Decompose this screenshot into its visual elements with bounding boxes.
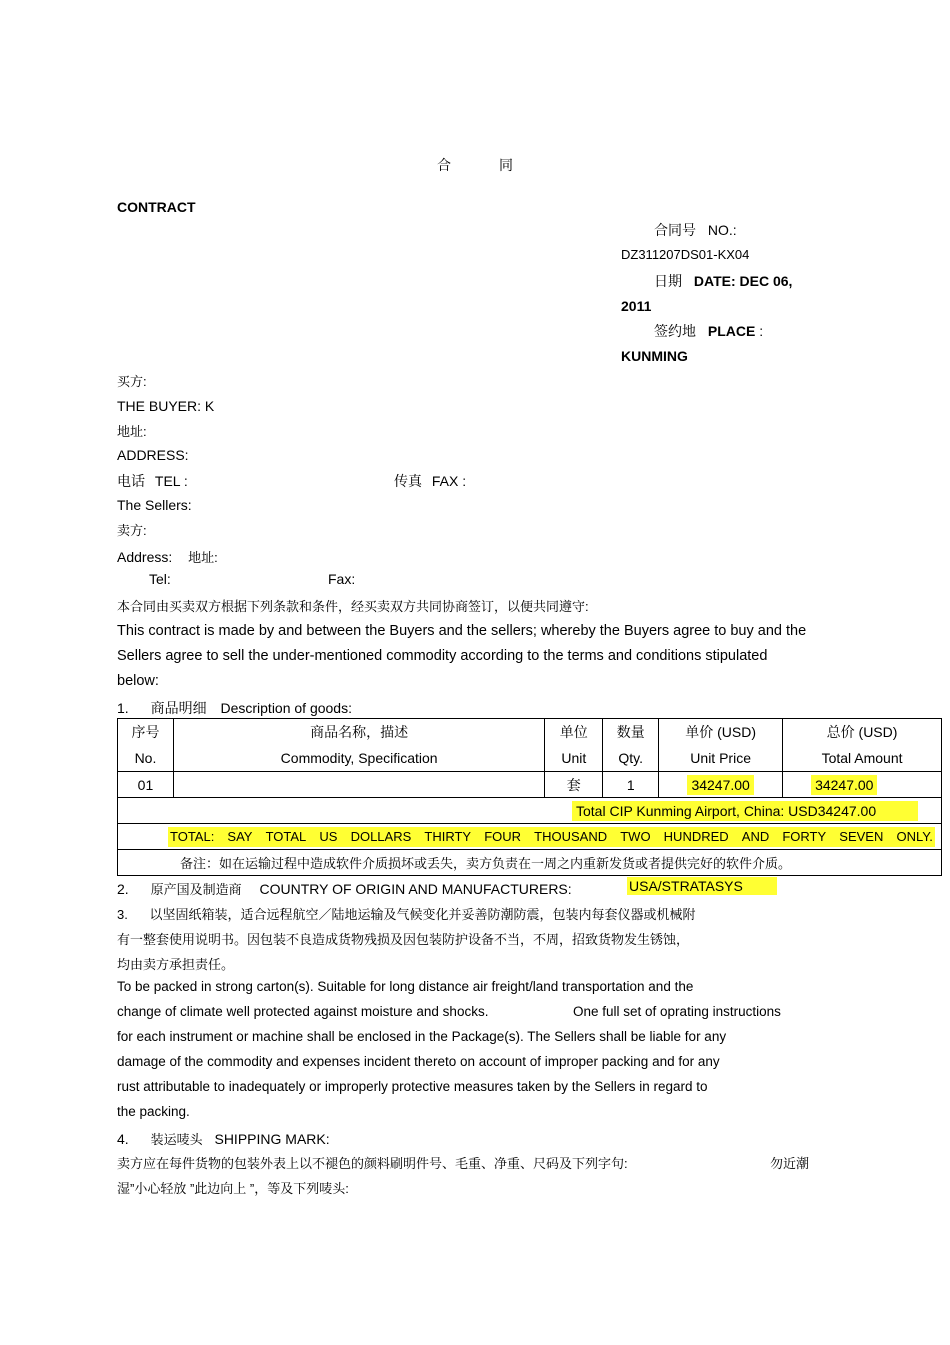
contract-no-value: DZ311207DS01-KX04 <box>621 247 750 262</box>
total-cip-row <box>118 798 942 824</box>
section-4-line-1a: 卖方应在每件货物的包装外表上以不褪色的颜料刷明件号、毛重、净重、尺码及下列字句: <box>117 1156 628 1171</box>
row-qty: 1 <box>603 772 659 798</box>
buyer-en: THE BUYER: K <box>117 398 215 414</box>
total-words: TOTAL: SAY TOTAL US DOLLARS THIRTY FOUR THOUSAND TWO HUNDRED AND FORTY SEVEN ONLY. <box>168 827 935 847</box>
tel-en: TEL : <box>154 473 188 489</box>
row-no: 01 <box>118 772 174 798</box>
fax-cn: 传真 <box>394 473 422 489</box>
total-cip: Total CIP Kunming Airport, China: USD34247.00 <box>572 801 918 821</box>
page-title <box>0 155 950 175</box>
section-1-num: 1. <box>117 700 129 716</box>
contract-label: CONTRACT <box>117 199 196 215</box>
table-row <box>118 772 942 798</box>
remark-row <box>118 850 942 876</box>
tel-cn: 电话 <box>117 473 145 489</box>
seller-cn: 卖方: <box>117 523 147 538</box>
section-2-heading <box>117 879 572 898</box>
buyer-fax-row <box>394 471 466 491</box>
table-header-cell: 单价 (USD) Unit Price <box>659 719 783 772</box>
section-1-heading <box>117 698 352 718</box>
section-4-line-2: 湿”小心轻放 ”此边向上 ”，等及下列唛头: <box>117 1181 349 1196</box>
section-3-cn-line-1: 3. 以坚固纸箱装，适合远程航空／陆地运输及气候变化并妥善防潮防震，包装内每套仪器或机械附 <box>117 907 696 922</box>
table-header-row <box>118 719 942 772</box>
section-3-en-line-2b: One full set of oprating instructions <box>573 1004 781 1019</box>
origin-value: USA/STRATASYS <box>627 877 777 895</box>
intro-en-line-3: below: <box>117 673 159 689</box>
section-3-en-line-6: the packing. <box>117 1104 190 1119</box>
table-header-cell: 序号 No. <box>118 719 174 772</box>
section-1-en: Description of goods: <box>220 700 352 716</box>
contract-no-en: NO.: <box>707 222 737 238</box>
date-value: DATE: DEC 06, <box>693 273 793 289</box>
section-4-cn: 装运唛头 <box>150 1132 203 1147</box>
section-3-cn-line-2: 有一整套使用说明书。因包装不良造成货物残损及因包装防护设备不当，不周，招致货物发生锈蚀， <box>117 932 690 947</box>
section-3-num: 3. <box>117 907 128 922</box>
section-3-en-line-4: damage of the commodity and expenses incident thereto on account of improper packing and for any <box>117 1054 720 1069</box>
title-char-1: 合 <box>437 157 451 173</box>
sellers-en: The Sellers: <box>117 497 192 513</box>
title-char-2: 同 <box>499 157 513 173</box>
section-4-heading <box>117 1129 330 1148</box>
section-3-en-line-5: rust attributable to inadequately or improperly protective measures taken by the Sellers in regard to <box>117 1079 708 1094</box>
place-value: KUNMING <box>621 348 688 364</box>
place-colon: : <box>759 323 764 339</box>
section-4-line-1b: 勿近潮 <box>770 1156 810 1171</box>
contract-no-label: 合同号 <box>654 222 696 238</box>
section-1-cn: 商品明细 <box>150 700 207 716</box>
date-row <box>654 271 792 291</box>
contract-no-row <box>654 220 737 240</box>
fax-en: FAX : <box>431 473 467 489</box>
table-header-cell: 单位 Unit <box>545 719 603 772</box>
buyer-tel-row <box>117 471 188 491</box>
goods-table <box>117 718 942 876</box>
section-3-en-line-1: To be packed in strong carton(s). Suitable for long distance air freight/land transportation and the <box>117 979 694 994</box>
row-unit-price-cell <box>659 772 783 798</box>
place-label: 签约地 <box>654 323 696 339</box>
buyer-cn: 买方: <box>117 374 147 389</box>
place-row <box>654 321 763 341</box>
seller-tel: Tel: <box>149 571 171 587</box>
date-year: 2011 <box>621 298 652 314</box>
section-2-cn: 原产国及制造商 <box>150 882 242 897</box>
date-label: 日期 <box>654 273 682 289</box>
table-header-cell: 总价 (USD) Total Amount <box>783 719 942 772</box>
section-2-en: COUNTRY OF ORIGIN AND MANUFACTURERS: <box>259 881 572 897</box>
total-words-row <box>118 824 942 850</box>
section-3-en-line-2a: change of climate well protected against moisture and shocks. <box>117 1004 489 1019</box>
table-header-cell: 商品名称，描述 Commodity, Specification <box>173 719 544 772</box>
section-3-cn-line-3: 均由卖方承担责任。 <box>117 957 235 972</box>
seller-fax: Fax: <box>328 571 356 587</box>
row-total-amount-cell <box>783 772 942 798</box>
row-total-amount: 34247.00 <box>811 775 877 795</box>
row-unit-price: 34247.00 <box>687 775 753 795</box>
place-en: PLACE <box>707 323 756 339</box>
row-unit: 套 <box>545 772 603 798</box>
section-4-en: SHIPPING MARK: <box>214 1131 330 1147</box>
intro-en-line-1: This contract is made by and between the Buyers and the sellers; whereby the Buyers agree to buy and the <box>117 623 807 639</box>
address-en: ADDRESS: <box>117 447 189 463</box>
seller-address-cn: 地址: <box>188 550 218 565</box>
table-header-cell: 数量 Qty. <box>603 719 659 772</box>
seller-address-row <box>117 547 218 566</box>
row-commodity <box>173 772 544 798</box>
section-2-num: 2. <box>117 881 129 897</box>
section-4-num: 4. <box>117 1131 129 1147</box>
address-cn: 地址: <box>117 424 147 439</box>
seller-address-en: Address: <box>117 549 173 565</box>
section-3-en-line-3: for each instrument or machine shall be enclosed in the Package(s). The Sellers shall be liable for any <box>117 1029 727 1044</box>
intro-cn: 本合同由买卖双方根据下列条款和条件，经买卖双方共同协商签订，以便共同遵守: <box>117 599 589 614</box>
intro-en-line-2: Sellers agree to sell the under-mentioned commodity according to the terms and conditions stipulated <box>117 648 768 664</box>
remark: 备注：如在运输过程中造成软件介质损坏或丢失，卖方负责在一周之内重新发货或者提供完好的软件介质。 <box>118 850 942 876</box>
